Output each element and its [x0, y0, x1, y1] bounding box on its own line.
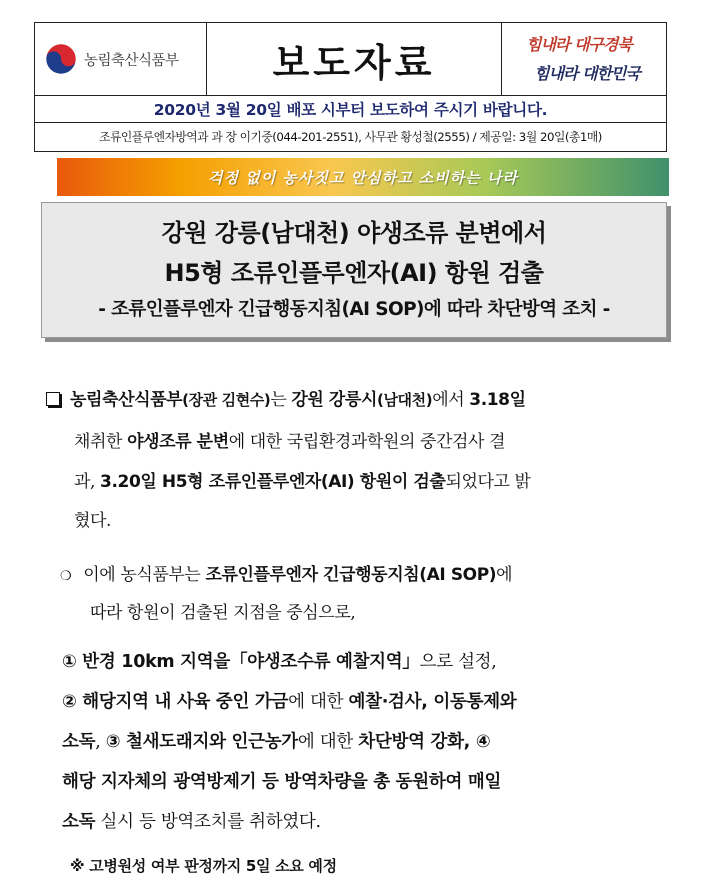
bold-text: 차단방역 강화, ④	[358, 732, 491, 752]
taegeuk-logo-icon	[45, 43, 77, 75]
embargo-notice: 2020년 3월 20일 배포 시부터 보도하여 주시기 바랍니다.	[153, 100, 548, 119]
text: 채취한	[74, 432, 128, 452]
contact-info: 조류인플루엔자방역과 과 장 이기중(044-201-2551), 사무관 황성철(2555) / 제공일: 3월 20일(총1매)	[99, 129, 602, 144]
press-release-title-cell	[207, 23, 501, 95]
paragraph-line	[74, 467, 531, 492]
bold-text: 야생조류 분변	[127, 432, 229, 452]
bold-text: ③ 철새도래지와 인근농가	[105, 732, 298, 752]
text: 과,	[74, 472, 101, 492]
bold-text: (장관 김현수)	[182, 391, 271, 409]
bold-text: ① 반경 10km 지역을「야생조수류 예찰지역」	[62, 652, 420, 672]
headline-line-1: 강원 강릉(남대천) 야생조류 분변에서	[161, 219, 547, 247]
bold-text: 소독	[62, 732, 96, 752]
slogan-korea: 힘내라 대한민국	[534, 64, 640, 83]
paragraph-line	[60, 560, 512, 585]
paragraph-line	[46, 385, 526, 410]
bold-text: (AI SOP)	[419, 565, 497, 585]
press-release-header	[34, 22, 667, 152]
bold-text: 해당 지자체의 광역방제기 등 방역차량을 총 동원하여 매일	[62, 772, 502, 792]
bold-text: 강원 강릉시	[291, 390, 378, 410]
text: 되었다고 밝	[445, 472, 531, 492]
bold-text: 소독	[62, 812, 96, 832]
bold-text: (남대천)	[377, 391, 433, 409]
text: 에	[496, 565, 513, 585]
headline-line-2: H5형 조류인플루엔자(AI) 항원 검출	[164, 259, 544, 287]
header-top-row	[35, 23, 666, 96]
paragraph-line	[62, 648, 497, 673]
slogan-daegu: 힘내라 대구경북	[526, 35, 632, 54]
bold-text: ② 해당지역 내 사육 중인 가금	[62, 692, 289, 712]
headline-box	[41, 202, 667, 338]
checkbox-bullet-icon	[46, 392, 60, 406]
paragraph-line	[62, 768, 501, 793]
text: 에 대한 국립환경과학원의 중간검사 결	[228, 432, 506, 452]
text: 에서	[432, 390, 470, 410]
paragraph-line	[62, 728, 490, 753]
footnote: ※ 고병원성 여부 판정까지 5일 소요 예정	[70, 857, 337, 875]
ministry-name: 농림축산식품부	[84, 52, 179, 69]
paragraph-line	[62, 688, 516, 713]
bold-text: 예찰·검사, 이동통제와	[348, 692, 517, 712]
bold-text: 3.18일	[469, 390, 526, 410]
text: 는	[270, 390, 292, 410]
text: 이에 농식품부는	[83, 565, 206, 585]
text: ,	[95, 732, 106, 752]
bold-text: 조류인플루엔자 긴급행동지침	[205, 565, 420, 585]
paragraph-line: 따라 항원이 검출된 지점을 중심으로,	[90, 603, 356, 623]
bold-text: 농림축산식품부	[70, 390, 183, 410]
text: 으로 설정,	[419, 652, 497, 672]
headline-subtitle: - 조류인플루엔자 긴급행동지침(AI SOP)에 따라 차단방역 조치 -	[98, 299, 610, 320]
contact-row	[35, 122, 666, 150]
text: 실시 등 방역조치를 취하였다.	[95, 812, 321, 832]
press-release-title: 보도자료	[272, 40, 436, 85]
text: 에 대한	[297, 732, 359, 752]
ministry-logo-cell	[35, 23, 207, 95]
text: 에 대한	[288, 692, 349, 712]
paragraph-line: 혔다.	[74, 511, 112, 531]
paragraph-line	[62, 808, 321, 833]
slogan-cell	[501, 23, 668, 95]
embargo-row	[35, 95, 666, 123]
bold-text: 3.20일 H5형 조류인플루엔자(AI) 항원이 검출	[100, 472, 446, 492]
paragraph-line	[74, 427, 505, 452]
slogan-banner	[57, 158, 669, 196]
circle-bullet-icon: ❍	[60, 569, 72, 584]
banner-text: 걱정 없이 농사짓고 안심하고 소비하는 나라	[208, 168, 518, 187]
